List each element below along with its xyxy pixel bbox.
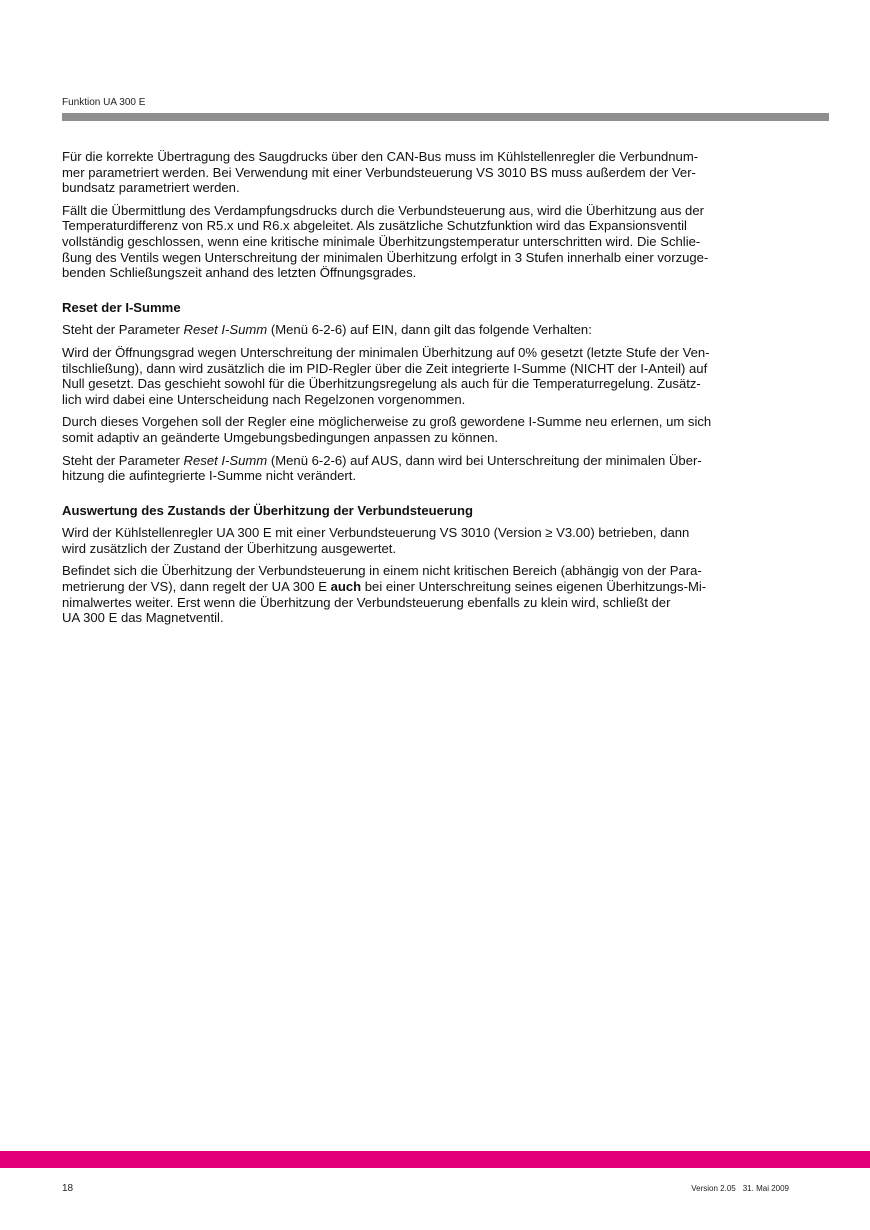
text-line: Temperaturdifferenz von R5.x und R6.x abgeleitet. Als zusätzliche Schutzfunktion wird das Expansionsventil	[62, 218, 687, 234]
text-line: Wird der Öffnungsgrad wegen Unterschreitung der minimalen Überhitzung auf 0% gesetzt (letzte Stufe der Ven-	[62, 344, 710, 360]
version-info	[691, 1184, 789, 1193]
text-line: hitzung die aufintegrierte I-Summe nicht verändert.	[62, 468, 357, 484]
text-line: Befindet sich die Überhitzung der Verbundsteuerung in einem nicht kritischen Bereich (abhängig von der Para-	[62, 563, 702, 579]
text-line: vollständig geschlossen, wenn eine kritische minimale Überhitzungstemperatur unterschritten wird. Die Schlie-	[62, 233, 701, 249]
text-run: bei einer Unterschreitung seines eigenen Überhitzungs-Mi-	[361, 579, 707, 595]
text-line	[62, 579, 792, 595]
text-line	[62, 322, 792, 338]
parameter-name: Reset I-Summ	[183, 452, 268, 468]
text-line: benden Schließungszeit anhand des letzten Öffnungsgrades.	[62, 265, 417, 281]
emphasis-auch: auch	[330, 579, 362, 595]
document-body	[62, 149, 792, 633]
page-header-title: Funktion UA 300 E	[62, 97, 146, 108]
header-divider-bar	[62, 113, 829, 121]
paragraph-non-critical-range	[62, 563, 792, 625]
paragraph-can-bus	[62, 149, 792, 196]
text-line: ßung des Ventils wegen Unterschreitung der minimalen Überhitzung erfolgt in 3 Stufen innerhalb einer vorzuge-	[62, 249, 709, 265]
text-line: lich wird dabei eine Unterscheidung nach Regelzonen vorgenommen.	[62, 391, 466, 407]
text-line: tilschließung), dann wird zusätzlich die im PID-Regler über die Zeit integrierte I-Summe (NICHT der I-Anteil) auf	[62, 360, 708, 376]
page-number: 18	[62, 1183, 74, 1194]
text-line: Fällt die Übermittlung des Verdampfungsdrucks durch die Verbundsteuerung aus, wird die Überhitzung aus der	[62, 202, 704, 218]
text-run: Steht der Parameter	[62, 452, 184, 468]
version-date: 31. Mai 2009	[742, 1184, 789, 1193]
text-line: Für die korrekte Übertragung des Saugdrucks über den CAN-Bus muss im Kühlstellenregler die Verbundnum-	[62, 149, 699, 164]
paragraph-adaptive	[62, 414, 792, 445]
paragraph-version-condition	[62, 525, 792, 556]
text-line: wird zusätzlich der Zustand der Überhitzung ausgewertet.	[62, 540, 397, 556]
text-line: Durch dieses Vorgehen soll der Regler eine möglicherweise zu groß gewordene I-Summe neu erlernen, um sich	[62, 414, 712, 430]
footer-accent-bar	[0, 1151, 870, 1168]
paragraph-reset-ein	[62, 322, 792, 338]
text-run: (Menü 6-2-6) auf AUS, dann wird bei Unterschreitung der minimalen Über-	[267, 452, 702, 468]
text-run: Steht der Parameter	[62, 322, 184, 338]
paragraph-reset-aus	[62, 453, 792, 484]
text-run: metrierung der VS), dann regelt der UA 300 E	[62, 579, 331, 595]
text-line: somit adaptiv an geänderte Umgebungsbedingungen anpassen zu können.	[62, 429, 499, 445]
text-line: Null gesetzt. Das geschieht sowohl für die Überhitzungsregelung als auch für die Temperaturregelung. Zusätz-	[62, 376, 701, 392]
heading-reset-i-summe: Reset der I-Summe	[62, 299, 181, 315]
text-line: Wird der Kühlstellenregler UA 300 E mit einer Verbundsteuerung VS 3010 (Version ≥ V3.00) betrieben, dann	[62, 525, 690, 541]
text-line: nimalwertes weiter. Erst wenn die Überhitzung der Verbundsteuerung ebenfalls zu klein wird, schließt der	[62, 594, 671, 610]
version-label: Version 2.05	[691, 1184, 736, 1193]
paragraph-opening-degree	[62, 345, 792, 407]
heading-superheat-evaluation: Auswertung des Zustands der Überhitzung der Verbundsteuerung	[62, 502, 474, 518]
text-line	[62, 453, 792, 469]
paragraph-evaporation-pressure	[62, 203, 792, 281]
text-line: bundsatz parametriert werden.	[62, 180, 240, 196]
text-line: UA 300 E das Magnetventil.	[62, 610, 224, 626]
text-line: mer parametriert werden. Bei Verwendung mit einer Verbundsteuerung VS 3010 BS muss außerdem der Ver-	[62, 164, 696, 180]
parameter-name: Reset I-Summ	[183, 322, 268, 338]
text-run: (Menü 6-2-6) auf EIN, dann gilt das folgende Verhalten:	[267, 322, 592, 338]
